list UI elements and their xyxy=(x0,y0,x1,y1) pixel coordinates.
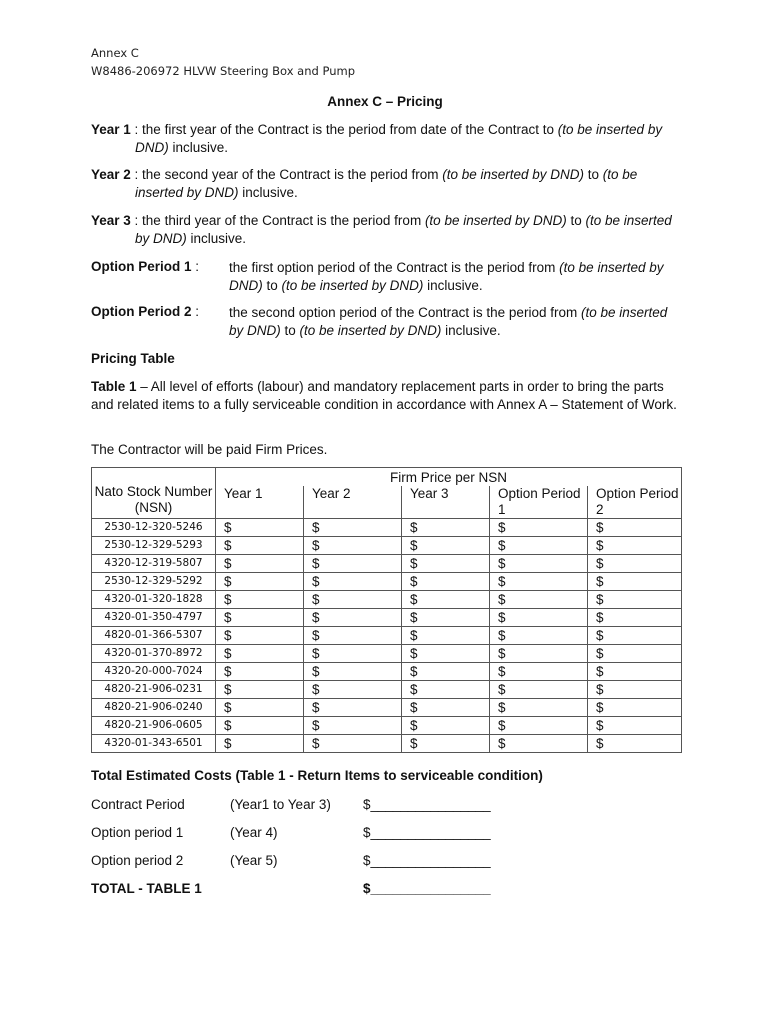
price-input-cell[interactable]: $ xyxy=(304,627,402,645)
total-row-amount-field: $________________ xyxy=(363,797,491,812)
price-input-cell[interactable]: $ xyxy=(402,663,490,681)
price-input-cell[interactable]: $ xyxy=(304,645,402,663)
page-title: Annex C – Pricing xyxy=(327,94,443,109)
price-input-cell[interactable]: $ xyxy=(402,645,490,663)
price-input-cell[interactable]: $ xyxy=(216,681,304,699)
nsn-cell: 4320-01-320-1828 xyxy=(92,591,216,609)
price-input-cell[interactable]: $ xyxy=(588,627,682,645)
price-input-cell[interactable]: $ xyxy=(304,735,402,753)
option-period-1-label: Option Period 1 : xyxy=(91,259,200,274)
price-input-cell[interactable]: $ xyxy=(402,519,490,537)
price-input-cell[interactable]: $ xyxy=(490,735,588,753)
price-input-cell[interactable]: $ xyxy=(402,573,490,591)
price-input-cell[interactable]: $ xyxy=(588,555,682,573)
nsn-cell: 4320-20-000-7024 xyxy=(92,663,216,681)
price-input-cell[interactable]: $ xyxy=(216,699,304,717)
price-input-cell[interactable]: $ xyxy=(216,573,304,591)
table-1-description: Table 1 – All level of efforts (labour) and mandatory replacement parts in order to bring the parts and related items to a fully serviceable condition in accordance with Annex A – Statement of Work. xyxy=(91,379,677,412)
total-row-period: (Year1 to Year 3) xyxy=(230,797,331,812)
price-input-cell[interactable]: $ xyxy=(216,591,304,609)
price-input-cell[interactable]: $ xyxy=(216,645,304,663)
price-input-cell[interactable]: $ xyxy=(304,555,402,573)
total-row-amount-field: $________________ xyxy=(363,825,491,840)
year-2-definition: Year 2 : the second year of the Contract is the period from (to be inserted by DND) to (to be inserted by DND) inclusive. xyxy=(91,167,638,200)
total-row-label: Contract Period xyxy=(91,797,185,812)
price-input-cell[interactable]: $ xyxy=(490,609,588,627)
price-input-cell[interactable]: $ xyxy=(216,555,304,573)
nsn-cell: 4320-01-350-4797 xyxy=(92,609,216,627)
nsn-cell: 4320-01-343-6501 xyxy=(92,735,216,753)
nsn-cell: 4820-21-906-0240 xyxy=(92,699,216,717)
grand-total-label: TOTAL - TABLE 1 xyxy=(91,881,202,896)
price-input-cell[interactable]: $ xyxy=(304,591,402,609)
nsn-cell: 4820-21-906-0231 xyxy=(92,681,216,699)
table-row xyxy=(92,573,682,591)
price-input-cell[interactable]: $ xyxy=(304,681,402,699)
price-input-cell[interactable]: $ xyxy=(402,735,490,753)
total-row-label: Option period 2 xyxy=(91,853,184,868)
price-input-cell[interactable]: $ xyxy=(304,717,402,735)
table-row xyxy=(92,735,682,753)
price-input-cell[interactable]: $ xyxy=(588,519,682,537)
option-period-2-definition: the second option period of the Contract is the period from (to be inserted by DND) to (to be inserted by DND) inclusive. xyxy=(229,305,668,338)
header-contract-title: W8486-206972 HLVW Steering Box and Pump xyxy=(91,64,356,78)
option-period-2-label: Option Period 2 : xyxy=(91,304,200,319)
nsn-cell: 2530-12-320-5246 xyxy=(92,519,216,537)
price-input-cell[interactable]: $ xyxy=(588,681,682,699)
price-input-cell[interactable]: $ xyxy=(402,591,490,609)
price-input-cell[interactable]: $ xyxy=(304,663,402,681)
table-row xyxy=(92,609,682,627)
table-row xyxy=(92,519,682,537)
price-input-cell[interactable]: $ xyxy=(402,537,490,555)
total-row-label: Option period 1 xyxy=(91,825,184,840)
table-row xyxy=(92,699,682,717)
price-input-cell[interactable]: $ xyxy=(304,609,402,627)
nsn-cell: 4320-01-370-8972 xyxy=(92,645,216,663)
year-1-definition: Year 1 : the first year of the Contract is the period from date of the Contract to (to be inserted by DND) inclusive. xyxy=(91,122,663,155)
price-input-cell[interactable]: $ xyxy=(588,573,682,591)
nsn-cell: 4320-12-319-5807 xyxy=(92,555,216,573)
price-input-cell[interactable]: $ xyxy=(216,537,304,555)
nsn-cell: 2530-12-329-5292 xyxy=(92,573,216,591)
price-column-header: Year 3 xyxy=(402,486,490,519)
price-input-cell[interactable]: $ xyxy=(304,573,402,591)
price-input-cell[interactable]: $ xyxy=(304,699,402,717)
price-input-cell[interactable]: $ xyxy=(588,609,682,627)
price-input-cell[interactable]: $ xyxy=(402,627,490,645)
price-column-header: Year 2 xyxy=(304,486,402,519)
header-annex-label: Annex C xyxy=(91,46,139,60)
price-input-cell[interactable]: $ xyxy=(588,699,682,717)
table-row xyxy=(92,591,682,609)
table-row xyxy=(92,717,682,735)
price-input-cell[interactable]: $ xyxy=(490,663,588,681)
price-input-cell[interactable]: $ xyxy=(304,537,402,555)
price-input-cell[interactable]: $ xyxy=(402,681,490,699)
price-input-cell[interactable]: $ xyxy=(216,519,304,537)
price-input-cell[interactable]: $ xyxy=(402,609,490,627)
firm-price-header: Firm Price per NSN xyxy=(216,468,682,487)
year-3-definition: Year 3 : the third year of the Contract is the period from (to be inserted by DND) to (to be inserted by DND) inclusive. xyxy=(91,213,672,246)
nsn-cell: 2530-12-329-5293 xyxy=(92,537,216,555)
firm-prices-note: The Contractor will be paid Firm Prices. xyxy=(91,442,328,457)
price-input-cell[interactable]: $ xyxy=(216,627,304,645)
price-input-cell[interactable]: $ xyxy=(216,663,304,681)
price-input-cell[interactable]: $ xyxy=(490,519,588,537)
pricing-table-heading: Pricing Table xyxy=(91,351,175,366)
price-column-header: Year 1 xyxy=(216,486,304,519)
table-row xyxy=(92,627,682,645)
option-period-1-definition: the first option period of the Contract is the period from (to be inserted by DND) to (to be inserted by DND) inclusive. xyxy=(229,260,664,293)
nsn-cell: 4820-21-906-0605 xyxy=(92,717,216,735)
total-row-period: (Year 5) xyxy=(230,853,278,868)
price-input-cell[interactable]: $ xyxy=(588,663,682,681)
table-row xyxy=(92,537,682,555)
price-input-cell[interactable]: $ xyxy=(216,717,304,735)
table-row xyxy=(92,681,682,699)
grand-total-amount-field: $________________ xyxy=(363,881,491,896)
price-input-cell[interactable]: $ xyxy=(490,591,588,609)
nsn-column-header: Nato Stock Number (NSN) xyxy=(92,468,216,519)
price-input-cell[interactable]: $ xyxy=(588,735,682,753)
price-input-cell[interactable]: $ xyxy=(588,591,682,609)
price-input-cell[interactable]: $ xyxy=(490,645,588,663)
price-input-cell[interactable]: $ xyxy=(490,681,588,699)
price-column-header: Option Period 2 xyxy=(588,486,682,519)
price-input-cell[interactable]: $ xyxy=(402,717,490,735)
table-row xyxy=(92,645,682,663)
total-row-period: (Year 4) xyxy=(230,825,278,840)
price-column-header: Option Period 1 xyxy=(490,486,588,519)
price-input-cell[interactable]: $ xyxy=(216,609,304,627)
price-input-cell[interactable]: $ xyxy=(490,555,588,573)
price-input-cell[interactable]: $ xyxy=(588,717,682,735)
total-row-amount-field: $________________ xyxy=(363,853,491,868)
price-input-cell[interactable]: $ xyxy=(588,645,682,663)
price-input-cell[interactable]: $ xyxy=(490,627,588,645)
price-input-cell[interactable]: $ xyxy=(490,717,588,735)
price-input-cell[interactable]: $ xyxy=(490,537,588,555)
price-input-cell[interactable]: $ xyxy=(490,699,588,717)
price-input-cell[interactable]: $ xyxy=(216,735,304,753)
price-input-cell[interactable]: $ xyxy=(490,573,588,591)
price-input-cell[interactable]: $ xyxy=(402,699,490,717)
total-estimated-costs-heading: Total Estimated Costs (Table 1 - Return Items to serviceable condition) xyxy=(91,768,543,783)
price-input-cell[interactable]: $ xyxy=(402,555,490,573)
table-row xyxy=(92,663,682,681)
table-row xyxy=(92,555,682,573)
price-input-cell[interactable]: $ xyxy=(304,519,402,537)
pricing-table xyxy=(91,467,682,753)
nsn-cell: 4820-01-366-5307 xyxy=(92,627,216,645)
price-input-cell[interactable]: $ xyxy=(588,537,682,555)
